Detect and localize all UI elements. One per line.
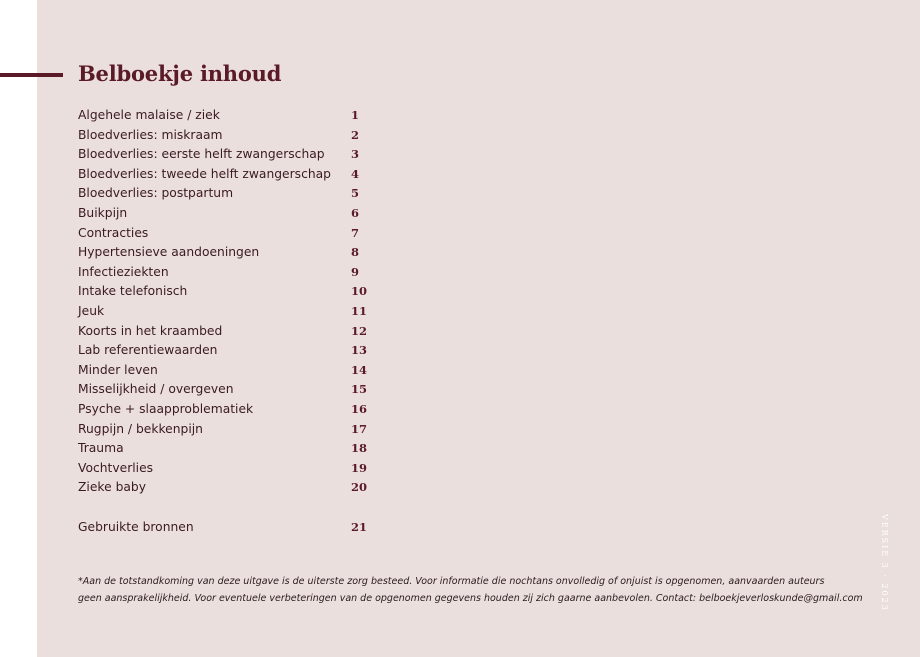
toc-entry-page-number: 1 — [351, 108, 360, 122]
toc-entry-page-number: 13 — [351, 343, 368, 358]
toc-entry-label: Contracties — [78, 225, 149, 240]
toc-entry-page-number: 14 — [351, 362, 368, 377]
toc-entry-label: Bloedverlies: eerste helft zwangerschap — [78, 147, 325, 162]
toc-entry[interactable] — [78, 302, 398, 322]
toc-entry[interactable] — [78, 420, 398, 440]
toc-entry[interactable] — [78, 361, 398, 381]
toc-entry-page-number: 3 — [351, 147, 360, 162]
toc-entry-label: Bloedverlies: miskraam — [78, 127, 223, 142]
toc-entry-label: Jeuk — [78, 303, 105, 318]
toc-entry-page-number: 9 — [351, 264, 360, 279]
toc-entry[interactable] — [78, 380, 398, 400]
toc-entry-page-number: 11 — [351, 303, 368, 318]
toc-entry-page-number: 16 — [351, 401, 368, 416]
toc-entry-page-number: 20 — [351, 480, 368, 495]
toc-entry-page-number: 2 — [351, 127, 360, 142]
toc-entry[interactable] — [78, 145, 398, 165]
toc-entry-page-number: 7 — [351, 225, 360, 240]
toc-entry[interactable] — [78, 204, 398, 224]
toc-entry-page-number: 5 — [351, 186, 360, 201]
toc-entry-label: Minder leven — [78, 362, 158, 377]
table-of-contents — [78, 106, 398, 498]
toc-entry-label: Lab referentiewaarden — [78, 343, 218, 358]
disclaimer-footnote — [78, 573, 863, 607]
footnote-line-1: *Aan de totstandkoming van deze uitgave is de uiterste zorg besteed. Voor informatie die nochtans onvolledig of onjuist is opgenomen, aanvaarden auteurs — [78, 576, 825, 587]
toc-entry[interactable] — [78, 400, 398, 420]
toc-entry[interactable] — [78, 322, 398, 342]
toc-entry-label: Rugpijn / bekkenpijn — [78, 421, 203, 436]
toc-entry-label: Bloedverlies: tweede helft zwangerschap — [78, 166, 331, 181]
toc-entry-sources[interactable] — [78, 518, 398, 538]
toc-entry-page-number: 18 — [351, 441, 368, 456]
version-label: VERSIE 3 · 2023 — [880, 514, 889, 612]
toc-entry[interactable] — [78, 459, 398, 479]
toc-entry[interactable] — [78, 126, 398, 146]
toc-entry[interactable] — [78, 243, 398, 263]
page-title: Belboekje inhoud — [78, 61, 282, 86]
toc-entry-label: Bloedverlies: postpartum — [78, 186, 234, 201]
toc-entry-label: Hypertensieve aandoeningen — [78, 245, 260, 260]
toc-entry-label: Vochtverlies — [78, 460, 154, 475]
toc-entry-label: Gebruikte bronnen — [78, 520, 194, 534]
toc-entry[interactable] — [78, 282, 398, 302]
toc-entry-label: Misselijkheid / overgeven — [78, 382, 234, 397]
toc-entry-page-number: 19 — [351, 460, 368, 475]
toc-entry[interactable] — [78, 224, 398, 244]
toc-entry-label: Zieke baby — [78, 480, 146, 495]
toc-entry-page-number: 21 — [351, 520, 368, 534]
toc-entry-page-number: 12 — [351, 323, 368, 338]
toc-entry[interactable] — [78, 341, 398, 361]
toc-entry-page-number: 15 — [351, 382, 368, 397]
toc-entry-page-number: 17 — [351, 421, 368, 436]
toc-entry[interactable] — [78, 106, 398, 126]
toc-entry[interactable] — [78, 478, 398, 498]
toc-entry-label: Algehele malaise / ziek — [78, 108, 220, 122]
toc-entry-label: Trauma — [78, 441, 124, 456]
toc-entry[interactable] — [78, 184, 398, 204]
toc-entry-label: Infectieziekten — [78, 264, 169, 279]
toc-entry-label: Psyche + slaapproblematiek — [78, 401, 254, 416]
title-accent-line — [0, 73, 63, 77]
toc-entry[interactable] — [78, 263, 398, 283]
toc-entry[interactable] — [78, 165, 398, 185]
toc-entry-label: Buikpijn — [78, 205, 128, 220]
toc-entry-label: Intake telefonisch — [78, 284, 188, 299]
toc-entry-page-number: 4 — [351, 166, 360, 181]
toc-entry-page-number: 8 — [351, 245, 360, 260]
toc-entry[interactable] — [78, 439, 398, 459]
toc-entry-page-number: 10 — [351, 284, 368, 299]
toc-entry-page-number: 6 — [351, 205, 360, 220]
toc-entry-label: Koorts in het kraambed — [78, 323, 223, 338]
footnote-line-2: geen aansprakelijkheid. Voor eventuele verbeteringen van de opgenomen gegevens houden zij zich gaarne aanbevolen. Contact: belboekjeverloskunde@gmail.com — [78, 593, 863, 604]
